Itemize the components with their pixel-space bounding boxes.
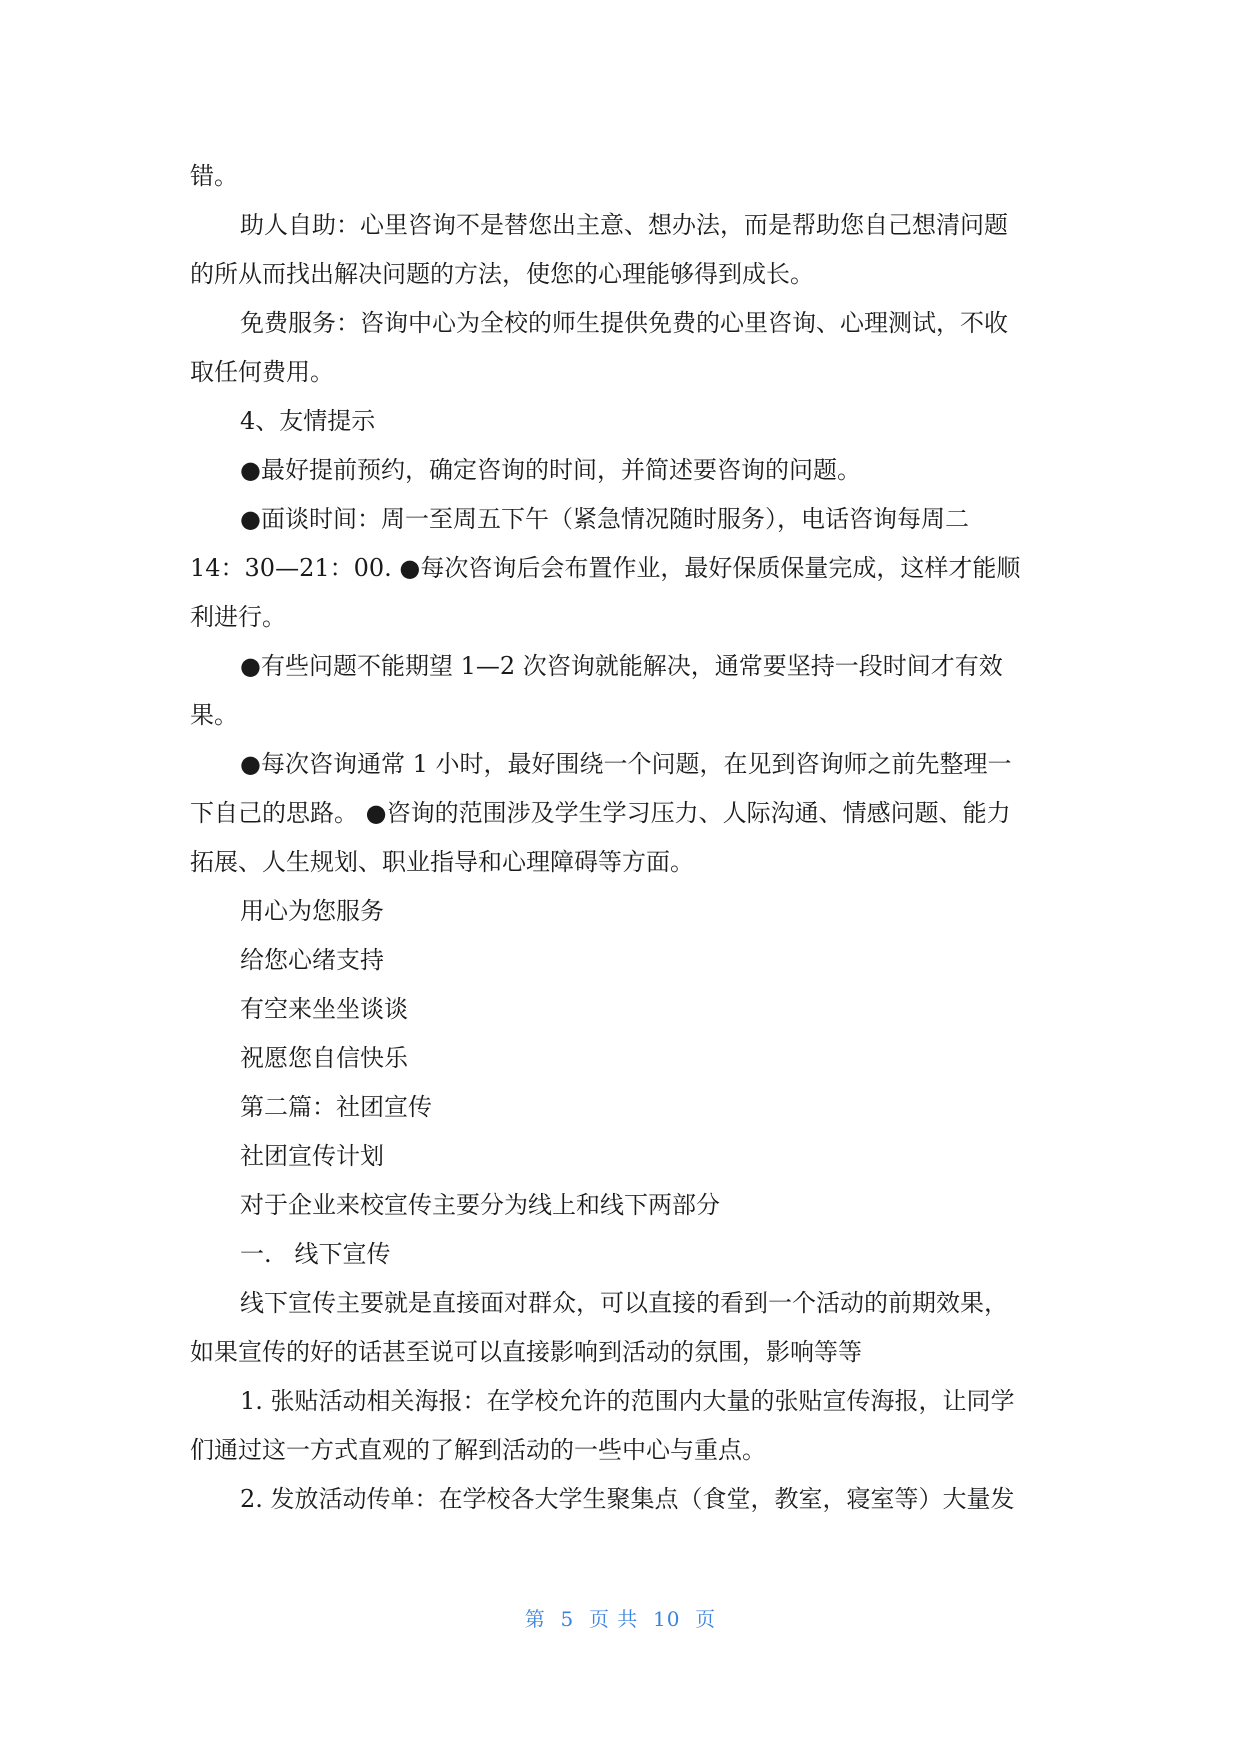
text-line: 拓展、人生规划、职业指导和心理障碍等方面。 <box>190 848 694 876</box>
text-line: 如果宣传的好的话甚至说可以直接影响到活动的氛围，影响等等 <box>190 1338 862 1366</box>
section-heading: 4、友情提示 <box>240 407 376 435</box>
text-line: 助人自助：心里咨询不是替您出主意、想办法，而是帮助您自己想清问题 <box>240 211 1008 239</box>
text-line: 果。 <box>190 701 238 729</box>
text-line: 下自己的思路。 ●咨询的范围涉及学生学习压力、人际沟通、情感问题、能力 <box>190 799 1011 827</box>
text-line: 祝愿您自信快乐 <box>240 1044 408 1072</box>
section-heading: 一. 线下宣传 <box>240 1240 391 1268</box>
text-line: 取任何费用。 <box>190 358 334 386</box>
text-line: 线下宣传主要就是直接面对群众，可以直接的看到一个活动的前期效果， <box>240 1289 1008 1317</box>
list-item: 2. 发放活动传单：在学校各大学生聚集点（食堂，教室，寝室等）大量发 <box>240 1485 1015 1513</box>
text-line: 给您心绪支持 <box>240 946 384 974</box>
text-line: 用心为您服务 <box>240 897 384 925</box>
text-line: 们通过这一方式直观的了解到活动的一些中心与重点。 <box>190 1436 766 1464</box>
text-line: 错。 <box>190 162 238 190</box>
text-line: ●有些问题不能期望 1—2 次咨询就能解决，通常要坚持一段时间才有效 <box>240 652 1003 680</box>
list-item: 1. 张贴活动相关海报：在学校允许的范围内大量的张贴宣传海报，让同学 <box>240 1387 1015 1415</box>
text-line: 利进行。 <box>190 603 286 631</box>
text-line: ●面谈时间：周一至周五下午（紧急情况随时服务），电话咨询每周二 <box>240 505 969 533</box>
text-line: ●最好提前预约，确定咨询的时间，并简述要咨询的问题。 <box>240 456 861 484</box>
text-line: ●每次咨询通常 1 小时，最好围绕一个问题，在见到咨询师之前先整理一 <box>240 750 1012 778</box>
text-line: 有空来坐坐谈谈 <box>240 995 408 1023</box>
document-body <box>190 152 1058 1524</box>
section-heading: 社团宣传计划 <box>240 1142 384 1170</box>
text-line: 免费服务：咨询中心为全校的师生提供免费的心里咨询、心理测试，不收 <box>240 309 1008 337</box>
chapter-title: 第二篇：社团宣传 <box>240 1093 432 1121</box>
page-number-footer: 第 5 页 共 10 页 <box>524 1607 717 1631</box>
text-line: 14：30—21：00. ●每次咨询后会布置作业，最好保质保量完成，这样才能顺 <box>190 554 1021 582</box>
text-line: 的所从而找出解决问题的方法，使您的心理能够得到成长。 <box>190 260 814 288</box>
text-line: 对于企业来校宣传主要分为线上和线下两部分 <box>240 1191 720 1219</box>
